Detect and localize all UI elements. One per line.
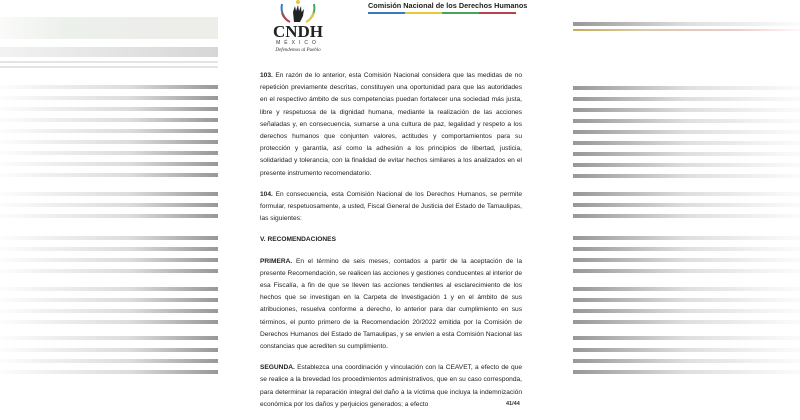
document-page <box>218 0 573 420</box>
blur-streak <box>0 96 218 100</box>
color-bar-segment <box>368 12 405 14</box>
blur-streak <box>0 47 218 57</box>
recommendation-primera <box>260 256 522 354</box>
blur-streak <box>0 162 218 166</box>
blur-streak <box>0 359 218 363</box>
blur-streak <box>573 130 800 134</box>
cndh-logo <box>266 0 330 64</box>
blur-streak <box>0 258 218 262</box>
blur-streak <box>573 97 800 101</box>
blur-streak <box>573 192 800 196</box>
header-color-bar <box>368 12 516 14</box>
logo-motto: Defendemos al Pueblo <box>275 48 321 53</box>
recommendation-text: En el término de seis meses, contados a partir de la aceptación de la presente Recomendación, se realicen las acciones y gestiones conducentes al interior de esa Fiscalía, a fin de que se lleven las acciones tendientes al esclarecimiento de los hechos que se investigan en la Carpeta de Investigación 1 y en el ámbito de sus atribuciones, resuelva conforme a derecho, lo anterior para dar cumplimiento en sus términos, el punto primero de la Recomendación 20/2022 emitida por la Comisión de Derechos Humanos del Estado de Tamaulipas, y se envíen a esta Comisión Nacional las constancias que acrediten su cumplimiento. <box>260 257 522 351</box>
paragraph-104 <box>260 189 522 226</box>
blur-streak <box>0 287 218 291</box>
blur-streak <box>0 320 218 324</box>
blur-streak <box>0 309 218 313</box>
blur-streak <box>0 118 218 122</box>
blur-streak <box>573 309 800 313</box>
color-bar-segment <box>405 12 442 14</box>
recommendation-label: SEGUNDA. <box>260 364 295 372</box>
blur-streak <box>0 17 218 39</box>
blur-streak <box>0 236 218 240</box>
blur-streak <box>573 203 800 207</box>
blur-streak <box>573 320 800 324</box>
blur-streak <box>573 348 800 352</box>
blur-streak <box>0 247 218 251</box>
blur-streak <box>0 129 218 133</box>
blur-streak <box>0 298 218 302</box>
blur-streak <box>0 140 218 144</box>
blur-streak <box>573 163 800 167</box>
blur-streak <box>573 119 800 123</box>
blur-streak <box>573 336 800 340</box>
recommendation-label: PRIMERA. <box>260 257 293 265</box>
blur-streak <box>573 174 800 178</box>
blur-streak <box>0 192 218 196</box>
blur-streak <box>573 247 800 251</box>
organization-name: Comisión Nacional de los Derechos Humanos <box>368 1 528 10</box>
blur-streak <box>573 258 800 262</box>
blur-streak <box>573 214 800 218</box>
recommendation-segunda <box>260 362 522 411</box>
blur-streak <box>0 214 218 218</box>
section-heading: V. RECOMENDACIONES <box>260 236 336 244</box>
logo-acronym: CNDH <box>272 22 324 41</box>
blur-streak <box>573 22 800 26</box>
document-body <box>260 70 522 420</box>
blur-streak <box>0 269 218 273</box>
recommendation-text: Establezca una coordinación y vinculación con la CEAVET, a efecto de que se realice a la brevedad los procedimientos administrativos, que en su caso corresponda, para determinar la reparación integral del daño a la víctima que incluya la indemnización económica por los daños y perjuicios generados; a efecto <box>260 364 522 408</box>
color-bar-segment <box>442 12 479 14</box>
blur-streak <box>573 298 800 302</box>
blur-streak <box>0 348 218 352</box>
blur-streak <box>0 85 218 89</box>
blur-streak <box>573 141 800 145</box>
blur-streak <box>0 107 218 111</box>
paragraph-number: 103. <box>260 72 273 79</box>
left-blurred-background <box>0 0 218 420</box>
blur-streak <box>573 86 800 90</box>
blur-streak <box>0 173 218 177</box>
paragraph-text: En razón de lo anterior, esta Comisión Nacional considera que las medidas de no repetición previamente descritas, constituyen una oportunidad para que las autoridades en el respectivo ámbito de sus competencias puedan fortalecer una sociedad más justa, libre y respetuosa de la dignidad humana, mediante la realización de las acciones señaladas y, en consecuencia, sumarse a una cultura de paz, legalidad y respeto a los derechos humanos que conjunten valores, actitudes y comportamientos para su protección y garantía, así como la adhesión a los principios de libertad, justicia, solidaridad y tolerancia, con la finalidad de evitar hechos similares a los analizados en el presente instrumento recomendatorio. <box>260 72 522 177</box>
blur-streak <box>573 269 800 273</box>
right-blurred-background <box>573 0 800 420</box>
paragraph-text: En consecuencia, esta Comisión Nacional de los Derechos Humanos, se permite formular, respetuosamente, a usted, Fiscal General de Justicia del Estado de Tamaulipas, las siguientes: <box>260 190 522 223</box>
paragraph-number: 104. <box>260 190 273 198</box>
blur-streak <box>573 152 800 156</box>
raised-hand-emblem-icon <box>278 0 318 24</box>
blur-streak <box>0 370 218 374</box>
blur-streak <box>573 370 800 374</box>
blur-streak <box>0 66 218 68</box>
paragraph-103 <box>260 70 522 180</box>
color-bar-segment <box>479 12 516 14</box>
blur-streak <box>573 287 800 291</box>
page-number: 41/44 <box>506 401 520 407</box>
logo-country: MÉXICO <box>276 40 320 46</box>
blur-streak <box>573 359 800 363</box>
blur-streak <box>573 108 800 112</box>
blur-streak <box>0 203 218 207</box>
blur-streak <box>573 236 800 240</box>
blur-streak <box>0 336 218 340</box>
blur-streak <box>0 151 218 155</box>
blur-streak <box>573 29 800 31</box>
blur-streak <box>0 61 218 63</box>
